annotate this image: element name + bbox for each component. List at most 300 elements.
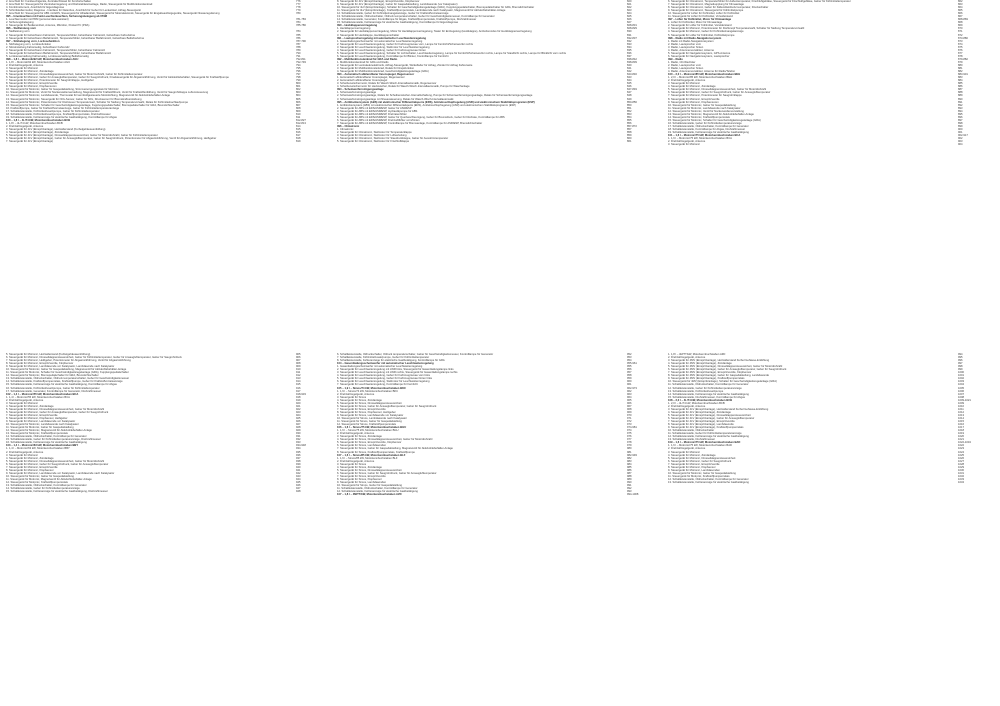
entry-page-number: 810	[296, 112, 301, 116]
entry-page-number: 818	[296, 137, 301, 141]
entry-title: 1. Gasentladungsscheinwerfer mit automatischer Leuchtweitenregelung	[337, 39, 423, 43]
entry-page-number: 927	[296, 423, 301, 427]
index-entry	[6, 140, 326, 143]
entry-page-number: 941	[296, 468, 301, 472]
entry-page-number: 918	[296, 395, 301, 399]
entry-title: 5. Steuergerät für Leuchtweitenregelung, Geber für Fahrzeugniveau hinten links	[337, 377, 433, 381]
entry-title: 2. Steuergerät für beheizbaren Fahrersitz, Temperaturfühler, beheizbarer Fahrersitz, beheizbare Fahrerlehne	[6, 33, 136, 37]
entry-title: 12. Steuergerät für Motronic, Ventil für Nockenwellenverstellung	[668, 109, 744, 113]
entry-title: 10. Steuergerät für Motronic, Geber für Gaspedalstellung, Magnetventil für Aktivkohlebehälter-Anlage	[6, 368, 127, 372]
entry-page-number: 879-882	[958, 57, 968, 61]
entry-title: 6. Steuergerät für Motronic, Geber für Saugrohrdruck, Geber für Ansauglufttemperatur	[6, 462, 109, 466]
entry-title: 108 – 2,0 l – 4L/74 kW, Motorkennbuchstaben BCB	[668, 398, 733, 402]
entry-title: 1. Climatronic	[337, 127, 354, 131]
entry-title: 2. Drehzahlregelgerät, Antenne	[668, 356, 706, 360]
entry-title: 5. Steuergerät für Simos, Einspritzventile, Klopfsensor	[337, 441, 402, 445]
entry-page-number: 917	[296, 389, 301, 393]
entry-page-number: 873-880	[958, 36, 968, 40]
entry-title: 2. Steuergerät für Leuchtweitenregelung, Geber für Fahrzeugniveau vorn, Lampe für Fernlicht/Scheinwerfer rechts	[337, 42, 473, 46]
entry-title: 1. 2,0 l – 4L/74 kW, Motorkennbuchstaben BCB	[668, 401, 725, 405]
entry-page-number: 867	[958, 15, 963, 19]
entry-title: 2. Steuergerät für ABS mit EDS/ASR/ESP, Geber für ASR/ESP	[337, 106, 412, 110]
entry-page-number: 970	[627, 413, 632, 417]
entry-page-number: 843	[627, 76, 632, 80]
entry-page-number: 845	[627, 82, 632, 86]
entry-page-number: 1008	[958, 395, 964, 399]
entry-title: 16. Kraftstoffpumpe, Geber für Kraftstoffvorratsanzeige, Geber für Kühlmitteltemperaturanzeige	[6, 106, 120, 110]
entry-page-number: 1000	[958, 371, 964, 375]
entry-title: 7. Anschluß für: Steuergerät für ABS mit EDS, Steuergerät für Allradantrieb, Steuergerät für Motorelektronik, Steuergerät für Eingabeaufzeigegeräte, Steuergerät Niveauregulierung	[6, 12, 220, 16]
entry-page-number: 977	[627, 438, 632, 442]
entry-page-number: 866	[958, 12, 963, 16]
entry-page-number: 1013	[958, 413, 964, 417]
entry-page-number: 963	[627, 392, 632, 396]
entry-title: 10. Steuergerät für Simos, Geber für Gaspedalstellung	[337, 484, 402, 488]
entry-title: 3. Steuergerät für Motronic	[6, 453, 38, 457]
entry-page-number: 915	[296, 383, 301, 387]
entry-title: 1. Leuchtenmodul mit PDM (personal data assistant)	[6, 18, 69, 22]
entry-title: 11. Steuergerät für Motronic, Magnetventil für Aktivkohlebehälter-Anlage	[6, 477, 92, 481]
entry-title: 3. Steuergerät für 4LV (Einspritzanlage), Heizwiderstand (Kurbelgehäuseentlüftung)	[6, 127, 106, 131]
entry-title: 8. Steuergerät für Motronic, Einspritzventile	[668, 97, 720, 101]
entry-page-number: 1028	[958, 462, 964, 466]
entry-title: 2. Drehzahlregelgerät, Antenne	[668, 140, 706, 144]
entry-title: 15. Schaltleistenstelle, Fehleranzeige für elektrische Gaslbetätigung, Kontrolllampe für Eigendiagnose	[337, 21, 459, 25]
entry-page-number: 1006	[958, 389, 964, 393]
entry-title: 5. Lordoseverstellung Fahrerseitig, Lordoseverstellung Beifahrerseitig	[6, 54, 89, 58]
entry-page-number: 976	[627, 435, 632, 439]
entry-page-number: 835	[627, 48, 632, 52]
entry-page-number: 945	[296, 480, 301, 484]
entry-title: 11. Schaltleistenstelle, Öldruckschalter, Kontrolllampe für Generator	[337, 487, 418, 491]
entry-title: 16. Schaltleistenstelle, Kühlmittelzusatzpumpe, Geber für Kühlmitteltemperatur	[6, 386, 100, 390]
entry-page-number: 935	[296, 450, 301, 454]
entry-page-number: 837	[627, 54, 632, 58]
entry-title: 12. Steuergerät für Motronic, Magnetventil für Aktivkohlebehälter-Anlage	[6, 429, 92, 433]
entry-title: 1. Multifunktionslenkrad für GRA und Radio	[337, 60, 389, 64]
entry-title: 3. Radio, Lautsprecher hinten	[668, 45, 704, 49]
entry-title: 10. Steuergerät für Motronic, Geber für Gaspedalstellung	[668, 471, 736, 475]
entry-title: 090 – Heckklappenverriegelung	[337, 24, 378, 28]
entry-page-number: 988	[627, 474, 632, 478]
entry-title: 7. Schaltleistenstelle, Kühlmittelzusatzpumpe, Geber für Kühlmitteltemperatur	[337, 356, 430, 360]
entry-page-number: 876	[958, 48, 963, 52]
entry-title: 14. Steuergerät für Motronic, Kraftstoffpumpenrelais	[668, 115, 730, 119]
entry-title: 2. Drehzahlregelgerät, Antenne	[6, 124, 44, 128]
entry-page-number: 978	[627, 441, 632, 445]
entry-title: 11. Steuergerät für Motronic, Schalter für Geschwindigkeitsregelanlage (GRA), Kupplungspedalschalter	[6, 371, 129, 375]
entry-title: 12. Schaltleistenstelle, Fehleranzeige für elektrische Gaslbetätigung	[337, 490, 418, 494]
entry-title: 1. 1,8 l – 4L/74 kW, Motorkennbuchstaben BCB	[6, 121, 63, 125]
entry-page-number: 861	[627, 140, 632, 144]
entry-title: 6. Steuergerät für Motronic, Geber für Saugrohrdruck, Geber für Ansauglufttemperatur	[668, 91, 771, 95]
entry-title: 10. Steuergerät für 4MV (Einspritzanlage), Schalter für Geschwindigkeitsregelanlage (GRA)	[668, 380, 777, 384]
index-column-1	[6, 0, 326, 353]
entry-page-number: 932	[296, 438, 301, 442]
entry-title: 15. Schaltleistenstelle, Geber für Kühlmitteltemperaturanzeige, Drehzahlmesser	[6, 438, 101, 442]
entry-page-number: 939	[296, 462, 301, 466]
entry-page-number: 1017	[958, 426, 964, 430]
entry-title: 14. Schaltleistenstelle, Kraftstoffpumpenrelais, Kraftstoffpumpe, Geber für Kraftstoffvorratsanzeige	[6, 380, 123, 384]
entry-title: 2. Drehzahlregelgerät, Antenne	[6, 450, 44, 454]
entry-title: 3. Steuergerät für Motronic	[668, 143, 700, 147]
entry-page-number: 974-981	[627, 426, 637, 430]
entry-title: 6. Steuergerät für Simos, Geber für Ansauglufttemperatur, Geber für Saugrohrdruck	[337, 404, 437, 408]
entry-page-number: 1010	[958, 404, 964, 408]
entry-title: 11. Steuergerät für Lüfter für Kühlmittel, Vorwiderstand	[668, 15, 733, 19]
entry-page-number: 982	[627, 456, 632, 460]
entry-title: 107 – 1,8 l – 4M/TT/kW, Motorkennbuchstaben AZD	[337, 493, 402, 497]
entry-title: 5. Steuergerät für 4LV (Einspritzanlage), Drosselklappensteuereinheit, Geber für Motordrehzahl, Geber für Kühlmitteltemperatur	[6, 134, 158, 138]
entry-title: 9. Steuergerät für Motronic, Klopfsensoren	[668, 100, 719, 104]
entry-page-number: 886	[958, 85, 963, 89]
entry-title: 8. Steuergerät für Simos, Kraftstoffpumpenrelais, Kraftstoffpumpe	[337, 450, 415, 454]
entry-page-number: 990	[627, 480, 632, 484]
entry-page-number: 846	[627, 85, 632, 89]
entry-title: 4. Steuergerät für Simos, Drosselklappensteuereinheit, Geber für Motordrehzahl	[337, 438, 433, 442]
entry-title: 3. Steuergerät für beheizbaren Fahrersitz, Temperaturfühler, beheizbarer Fahrersitz	[6, 48, 106, 52]
entry-page-number: 1029	[958, 465, 964, 469]
entry-title: 15. Steuergerät für Motronic, Schalter für Geschwindigkeitsregelanlage, Kupplungspedalschalter, Bremspedalschalter für GRA, Bremslichtschalter	[6, 103, 180, 107]
entry-page-number: 779	[296, 9, 301, 13]
entry-page-number: 784	[296, 21, 301, 25]
entry-title: 8. Steuergerät für 4MV (Einspritzanlage), Geber für Gaspedalstellung, Lambdasonde	[668, 374, 769, 378]
entry-title: 107 – 1,6 l – Simos/85 kW, Motorkennbuchstaben BLF	[337, 453, 406, 457]
entry-title: 10. Steuergerät für 4LV (Einspritzanlage), Schalter für Geschwindigkeitsregelanlage (GRA), Kupplungspedalschalter, Bremspedalschalter für GRA, Bremslichtschalter	[337, 6, 535, 10]
entry-title: 1. Lüfter für Kühlmittel, Motor für Klimaanlage	[668, 21, 723, 25]
entry-page-number: 823	[627, 9, 632, 13]
entry-page-number: 807	[296, 103, 301, 107]
entry-title: 13. Steuergerät für Motronic, Steuergerät für NOx-Sensor, Geber für NOx, Drucksensor für Bremskraftverstärkung	[6, 97, 142, 101]
entry-title: 1. Sitzbelegung vorn, Lordosefunktion	[6, 42, 52, 46]
entry-page-number: 825	[627, 15, 632, 19]
entry-title: 3. Steuergerät für Multifunktionslenkrad, Relais für Drapsfunktion	[337, 67, 415, 71]
entry-title: 7. Steuergerät für 4MV (Einspritzanlage), Einspritzventile, Klopfsensor	[668, 371, 752, 375]
entry-title: 6. Steuergerät für Motronic, Geber für Ansauglufttemperatur, Geber für Saugrohrdruck, Finalsteuergerät für Abgasrückführung, Ventil für Aktivkohlebehälter, Steuergerät für Kraftstoffpumpe	[6, 76, 229, 80]
entry-title: 3. Steuergerät für Heckklappe, Heckklappenschalter	[337, 33, 400, 37]
entry-page-number: 789	[296, 48, 301, 52]
entry-title: 095 – Innenleuchten mit Funk-Leuchtenleuchten, Sicherungsbelegung ab 07/98	[6, 15, 107, 19]
entry-page-number: 884	[958, 79, 963, 83]
entry-page-number: 798	[296, 76, 301, 80]
entry-page-number: 907	[296, 359, 301, 363]
entry-title: 10. Schaltleistenstelle, Öldruckschalter	[668, 429, 715, 433]
entry-title: 094 – Scheinwerferreinigungsanlage	[337, 88, 384, 92]
entry-title: 096 – Stellleistung vorn	[6, 27, 37, 31]
index-page-bottom	[0, 353, 1000, 706]
entry-page-number: 828-829	[627, 27, 637, 31]
entry-title: 7. Steuergerät für ABS mit EDS/ASR/ESP, Kontrolllampe für Bremsanlage, Kontrolllampe für ASR/ESP, Bremslichtschalter	[337, 121, 483, 125]
entry-title: 6. Steuergerät für 4MV (Einspritzanlage), Geber für Ansauglufttemperatur, Geber für Saugrohrdruck	[668, 368, 787, 372]
entry-title: 101 – 1,6 l – Motronic/75 kW, Motorkennbuchstaben BCA	[668, 134, 741, 138]
index-entry	[337, 140, 657, 143]
entry-title: 5. Steuergerät für Motronic, Drosselklappensteuereinheit	[668, 456, 736, 460]
entry-title: 16. Schaltleistenstelle, Fehleranzeige für elektrische Gaslbetätigung	[6, 441, 87, 445]
entry-page-number: 808	[296, 106, 301, 110]
entry-title: 109 – 1,6 l – Motronic/75 kW, Motorkennbuchstaben BAD	[668, 441, 741, 445]
entry-title: 7. Steuergerät für Leuchtweitenregelung, Kontrolllampe für Fernlicht	[337, 383, 418, 387]
entry-page-number: 962	[627, 389, 632, 393]
entry-page-number: 865	[958, 9, 963, 13]
entry-title: 9. Steuergerät für Motronic, Klopfsensoren	[6, 85, 57, 89]
entry-title: 14. Steuergerät für Motronic, Potentiometer für Drehsteuer Temperaturwert, Schalter für Stellung Temperaturvorwahl, Relais für Kühlmittelnachlaufpumpe	[6, 100, 188, 104]
entry-title: 14. Schaltleistenstelle, Fehleranzeige für elektrische Gaslbetätigung	[668, 392, 749, 396]
entry-title: 9. Steuergerät für Motronic, Lambdasonde vor Katalysator, Lambdasonde nach Katalysator	[6, 365, 115, 369]
entry-title: 1. Radio, CD-Wechsler	[668, 60, 696, 64]
entry-page-number: 858	[627, 131, 632, 135]
entry-title: 7. Steuergerät für Motronic, Heißgeber, Potentiometer für Abgasrückführung, Ventil für Abgasrückführung	[6, 359, 131, 363]
entry-title: 12. Schaltleistenstelle, Geber für Kühlmittelmangelanzeige, Geber für Kraftstoffvorratsanzeige	[337, 12, 449, 16]
entry-title: 8. Steuergerät für 4LV (Einspritzanlage), Einspritzventile, Klopfsensor	[337, 0, 420, 3]
entry-page-number: 994	[958, 353, 963, 356]
index-entry	[668, 481, 988, 484]
entry-title: 15. Schaltleistenstelle, Fehleranzeige für elektrische Gaslbetätigung, Drehzahlmesser	[6, 490, 108, 494]
entry-page-number: 819	[296, 140, 301, 144]
entry-title: 15. Schaltleistenstelle, Fehleranzeige für elektrische Gaslbetätigung, Kontrolllampe für Abgas	[6, 383, 117, 387]
entry-title: 7. Steuergerät für Motronic, Einspritzventile	[6, 413, 58, 417]
entry-title: 2. Steuergerät für Lüfter für Kühlmittel, Vorwiderstand	[668, 24, 732, 28]
entry-title: 6. Steuergerät für Navigationssystem, Lautsprecher	[668, 54, 730, 58]
entry-title: 7. Steuergerät für Motronic, Potentiometer für Saugrohrklappe, Heißgeber	[6, 79, 94, 83]
entry-page-number: 947	[296, 487, 301, 491]
entry-page-number: 961	[627, 383, 632, 387]
entry-page-number: 857-872	[627, 124, 637, 128]
entry-title: 8. Steuergerät für Motronic, Klopfsensor, Heißgeber	[6, 416, 68, 420]
entry-page-number: 955-961	[627, 362, 637, 366]
entry-title: 11. Schaltleistenstelle, Öldruckschalter, Kontrolllampe für Generator	[668, 383, 749, 387]
entry-title: 11. Steuergerät für Motronic, Ventil für Nockenwellenverstellung, Magnetventil für Kraftstoffdruck, Ventil für Kraftstoffentlüftung, Ventil für Saugrohrklappe Luftumsteuerung	[6, 91, 209, 95]
entry-title: 1. 1,8 l – 4M/TT/kW, Motorkennbuchstaben AZD	[668, 353, 726, 356]
entry-title: 097 – Sitzbelegung vorn, Lordosefunktion	[6, 39, 60, 43]
entry-title: 17. Schaltleistenstelle, Öldruckschalter, Kontrolllampe für Generator	[668, 124, 749, 128]
entry-page-number: 883	[958, 76, 963, 80]
entry-title: 2. Drehzahlregelgerät, Antenne	[668, 79, 706, 83]
entry-title: 098 – Radio mit Radio-Navigationssystem	[668, 36, 722, 40]
entry-title: 19. Schaltleistenstelle, Fehleranzeige für elektrische Gaslbetätigung	[668, 131, 749, 135]
entry-page-number: 832-837	[627, 36, 637, 40]
entry-title: 5. Steuergerät für Motronic, Heizwiderstand (Kurbelgehäuseentlüftung)	[6, 353, 91, 356]
entry-title: 6. Steuergerät für Simos, Geber für Saugrohrdruck, Geber für Ansauglufttemperatur	[337, 471, 437, 475]
entry-title: 3. Scheinwerferreinigungsanlage mit Niveausteuerung, Relais für Wasch-Wisch-Intervallautomatik	[337, 97, 454, 101]
entry-title: 1. 1,9 l – Simos/74 kW, Motorkennbuchstaben BKC	[337, 389, 399, 393]
entry-title: 096 – Climatronic	[337, 124, 360, 128]
entry-title: 11. Steuergerät für Motronic, Geber für Gaspedalstellung	[6, 426, 74, 430]
entry-page-number: 787	[296, 42, 301, 46]
entry-title: 3. Anschluß für: Steuergerät für Zentralverriegelung und Diebstahlwarnanlage, Radio, Steuergerät für Multifunktionslenkrad	[6, 3, 153, 7]
entry-title: 5. Steuergerät für Leuchtweitenregelung, Schalter für Lichtschalter, Leuchtweitenregelung, Lampe für Fernlicht/Scheinwerfer rechts, Lampe für Standlicht rechts, Lampe für Blinklicht vorn rechts	[337, 51, 567, 55]
entry-title: 7. Steuergerät für 4LV (Einspritzanlage)	[6, 140, 54, 144]
entry-title: 5. Steuergerät für Motronic, Drosselklappensteuereinheit, Geber für Motordrehzahl	[6, 407, 105, 411]
entry-page-number: 909	[296, 365, 301, 369]
entry-title: 13. Schaltleistenstelle, Kühlmittelzusatzpumpe	[668, 389, 724, 393]
entry-title: 7. Steuergerät für Simos, Einspritzventile	[337, 474, 386, 478]
entry-title: 091 – Lautsprecherregelung mit automatischer Leuchtweitenregelung	[337, 36, 427, 40]
entry-title: 1. Automatisch abblendbarer Innenspiegel, Regensensor	[337, 76, 405, 80]
index-entry	[337, 493, 657, 496]
entry-page-number: 850	[627, 103, 632, 107]
entry-page-number: 938	[296, 459, 301, 463]
entry-page-number: 792-811	[296, 57, 306, 61]
entry-page-number: 795	[296, 67, 301, 71]
entry-page-number: 803	[296, 91, 301, 95]
entry-page-number: 934-948	[296, 444, 306, 448]
entry-page-number: 796	[296, 70, 301, 74]
entry-page-number: 844	[627, 79, 632, 83]
entry-title: 11. Steuergerät für 4LV (Einspritzanlage), Kraftstoffpumpenrelais, Lambdasonde nach Katalysator, Magnetventil für Aktivkohlebehälter-Anlage	[337, 9, 506, 13]
entry-title: 100 – 1,8 l – 4L/74 kW, Motorkennbuchstaben BCB	[6, 118, 71, 122]
entry-title: 2. Drehzahlregelgerät, Antenne	[668, 404, 706, 408]
entry-page-number: 985	[627, 465, 632, 469]
entry-title: 3. Steuergerät für 4MV (Einspritzanlage), Heizwiderstand Kurbel Gehäuse-Entlüftung	[668, 359, 770, 363]
entry-title: 10. Steuergerät für Motronic, Geber für Gaspedalstellung	[668, 103, 736, 107]
entry-title: 099 – Radio	[668, 57, 683, 61]
entry-page-number: 854	[627, 115, 632, 119]
entry-title: 5. Steuergerät für ABS mit EDS/ASR/ESP, Geber für Querbeschleunigung, Geber für Bremsdruck, Geber für Drehrate, Kontrolllampe für ABS	[337, 115, 505, 119]
entry-title: 3. Steuergerät für Climatronic, Stellmotor für Luftverteilung	[337, 134, 407, 138]
entry-page-number: 904	[958, 143, 963, 147]
entry-title: 1. 2,0 l – Motronic/85 kW, Motorkennbuchstaben BEH	[668, 76, 732, 80]
entry-page-number: 943	[296, 474, 301, 478]
entry-page-number: 836	[627, 51, 632, 55]
entry-page-number: 864	[958, 6, 963, 10]
entry-title: 5. Steuergerät für Simos, Drosselklappensteuereinheit	[337, 401, 402, 405]
entry-page-number: 901	[958, 131, 963, 135]
entry-title: 2. Drehzahlregelgerät, Antenne	[6, 63, 44, 67]
entry-title: 10. Steuergerät für Lüfter für Kühlmittel, Lüfter für Kühlmittel	[668, 12, 740, 16]
entry-title: 7. Steuergerät für Simos, Geber für Gaspedalstellung, Magnetventil für Aktivkohlebehälter-Anlage	[337, 447, 453, 451]
entry-page-number: 838-839	[627, 60, 637, 64]
entry-title: 2. Drehzahlregelgerät, Antenne	[6, 398, 44, 402]
entry-title: 5. Steuergerät für Simos, Drosselklappensteuereinheit	[337, 468, 402, 472]
entry-title: 3. Steuergerät für beheizbaren Beifahrersitz, Temperaturfühler, beheizbarer Beifahrersitz, beheizbare Beifahrerlehne	[6, 36, 145, 40]
index-column-1	[6, 353, 326, 706]
entry-page-number: 934	[296, 447, 301, 451]
entry-page-number: 812-827	[296, 118, 306, 122]
index-entry	[6, 490, 326, 493]
entry-page-number: 874	[958, 42, 963, 46]
entry-page-number: 996	[958, 359, 963, 363]
entry-page-number: 871	[958, 30, 963, 34]
entry-title: 9. Steuergerät für Simos, Lambdasonde vor Katalysator	[337, 413, 404, 417]
entry-title: 4. Steuergerät für Motronic, Zündanlage	[6, 404, 54, 408]
entry-title: 5. Steuergerät für 4MV (Einspritzanlage), Drosselklappensteuereinheit, Geber für Motordrehzahl	[668, 365, 783, 369]
entry-page-number: 903	[958, 140, 963, 144]
entry-page-number: 896	[958, 115, 963, 119]
entry-title: 6. Steuergerät für ABS mit EDS/ASR/ESP, Drehzahlfühler vorn/hinten	[337, 118, 420, 122]
entry-page-number: 817	[296, 134, 301, 138]
entry-page-number: 797	[296, 73, 301, 77]
entry-page-number: 879	[958, 60, 963, 64]
entry-page-number: 910	[296, 368, 301, 372]
entry-title: 1. 1,6 l – Motronic/75 kW, Motorkennbuchstaben BAD	[668, 444, 732, 448]
entry-title: 14. Schaltleistenstelle, Geber für Kühlmitteltemperaturanzeige	[6, 487, 80, 491]
entry-page-number: 832	[627, 39, 632, 43]
entry-page-number: 975	[627, 432, 632, 436]
entry-page-number: 820	[627, 0, 632, 3]
entry-page-number: 843-846	[627, 73, 637, 77]
entry-title: 098 – 1,8 l – Motronik/92 kW, Motorkennbuchstaben AGU	[6, 57, 79, 61]
entry-title: 4. Steuergerät für Leuchtweitenregelung, Geber für Fahrzeugniveau vorn links	[337, 374, 430, 378]
entry-title: 5. Steuergerät für Motronic, Drosselklappensteuereinheit, Geber für Motorrnehzahl, Geber für Kühlmitteltemperatur	[6, 73, 143, 77]
entry-page-number: 785	[296, 33, 301, 37]
entry-page-number: 921	[296, 404, 301, 408]
entry-page-number: 928	[296, 426, 301, 430]
entry-title: 6. Steuergerät für Leuchtweitenregelung, Kontrolllampe für Blinker, Kontrolllampe für Fernlicht	[337, 54, 449, 58]
entry-title: 5. Steuergerät für Lüfter für Kühlmittel, Kühlmittelpumpe	[668, 33, 735, 37]
entry-title: 3. Steuergerät für Motronic, Potentiometer für Drehknopf Temperaturwahl, Schalter für Stellung Temperaturvorwahl	[668, 27, 805, 31]
entry-page-number: 815	[296, 127, 301, 131]
entry-page-number: 962-973	[627, 386, 637, 390]
entry-title: 2. Drehzahlregelgerät, Antenne	[337, 392, 375, 396]
entry-title: 4. Steuergerät für Multifunktionslenkrad, Geschwindigkeitsregelanlage (GRA)	[337, 70, 429, 74]
entry-title: 14. Schaltleistenstelle, Öldruckschalter, Kontrolllampe für Generator	[6, 435, 87, 439]
entry-page-number: 1002	[958, 377, 964, 381]
entry-page-number: 1014	[958, 416, 964, 420]
entry-page-number: 966	[627, 401, 632, 405]
entry-title: 9. Steuergerät für Simos, Lambdasonden	[337, 480, 387, 484]
entry-page-number: 852	[627, 109, 632, 113]
entry-page-number: 800	[296, 82, 301, 86]
entry-title: 9. Steuergerät für Motronic, Lambdasonde vor Katalysator, Lambdasonde nach Katalysator	[6, 471, 115, 475]
entry-page-number: 989	[627, 477, 632, 481]
entry-title: 1. 1,4 l – Motronic/63 kW, Motorkennbuchstaben BBY	[6, 447, 70, 451]
entry-title: 4. Steuergerät für Leuchtweitenregelung, Geber für Fahrzeugniveau hinten	[337, 48, 426, 52]
entry-title: 7. Steuergerät für Motronic, Einspritzventile	[6, 465, 58, 469]
entry-page-number: 1009	[958, 401, 964, 405]
entry-title: 9. Steuergerät für 4MV (Einspritzanlage), Kraftstoffpumpenrelais	[668, 377, 745, 381]
entry-title: 17. Schaltleistenstelle, Generator, Kontrolllampe für Generator, Drehzahlmesser	[6, 389, 102, 393]
entry-title: 6. Steuergerät für 4LV (Einspritzanlage), Geber für Ansauglufttemperatur, Geber für Saugrohrdruck, Potentiometer für Abgasrückführung, Ventil für Abgasrückführung, Heißgeber	[6, 137, 217, 141]
entry-page-number: 897	[958, 118, 963, 122]
entry-title: 1. Heckklappenverriegelung	[337, 27, 371, 31]
entry-page-number: 1009-1021	[958, 398, 971, 402]
entry-page-number: 875	[958, 45, 963, 49]
entry-title: 6. Steuergerät für Leuchtweitenregelung, Stellmotor für Leuchtweitenregelung	[337, 380, 430, 384]
entry-title: 1. 1,8 l – Motronik/92 kW, Motorkennbuchstaben AGU	[6, 60, 71, 64]
entry-page-number: 804	[296, 94, 301, 98]
entry-title: 5. Steuergerät für Motronic, Drosselklappensteuereinheit, Geber für Motordrehzahl	[668, 88, 767, 92]
entry-page-number: 849	[627, 97, 632, 101]
entry-page-number: 838-842	[627, 57, 637, 61]
entry-page-number: 902-917	[958, 134, 968, 138]
entry-title: 13. Steuergerät für Motronic, Magnetventil für Aktivkohlebehälter-Anlage	[668, 112, 754, 116]
entry-page-number: 816	[296, 131, 301, 135]
entry-title: 14. Schaltleistenstelle, Generator, Kontrolllampe für Abgas, Kraftstoffpumpenrelais, Kraftstoffpumpe, Drehzahlmesser	[337, 18, 477, 22]
entry-title: 12. Steuergerät für Motronic, Lambdasonde, Thermostat für kennfeldgesteuerte Motorkühlung, Magnetventil für Aktivkohlebehälter-Anlage	[6, 94, 170, 98]
entry-title: 8. Schaltleistenstelle, Fehleranzeige für elektrische Gaslbetätigung, Kontrolllampe für GRA	[337, 359, 445, 363]
entry-title: 6. Steuergerät für Simos, Lambdasonden	[337, 444, 387, 448]
entry-page-number: 859	[627, 134, 632, 138]
entry-title: 092 – Multifunktionslenkrad für GRA und Radio	[337, 57, 398, 61]
entry-page-number: 1034	[958, 480, 964, 484]
entry-title: 7. Steuergerät für Motronic, Potentiometer für Saugrohrklappe	[668, 94, 742, 98]
entry-page-number: 868	[958, 21, 963, 25]
entry-page-number: 781-783	[296, 18, 306, 22]
entry-title: 2. Steuergerät für Climatronic, Stellmotor für Temperaturklappe	[337, 131, 412, 135]
entry-page-number: 998	[958, 365, 963, 369]
entry-page-number: 824	[627, 12, 632, 16]
entry-title: 12. Schaltleistenstelle, Fehleranzeige für elektrische Gaslbetätigung	[668, 435, 749, 439]
entry-page-number: 872	[958, 33, 963, 37]
entry-page-number: 923	[296, 410, 301, 414]
entry-title: 10. Steuergerät für Simos, Lambdasonde nach Katalysator	[337, 416, 407, 420]
entry-page-number: 972	[627, 420, 632, 424]
entry-page-number: 944	[296, 477, 301, 481]
entry-page-number: 805	[296, 97, 301, 101]
entry-page-number: 778	[296, 6, 301, 10]
entry-page-number: 892	[958, 103, 963, 107]
entry-page-number: 916	[296, 386, 301, 390]
